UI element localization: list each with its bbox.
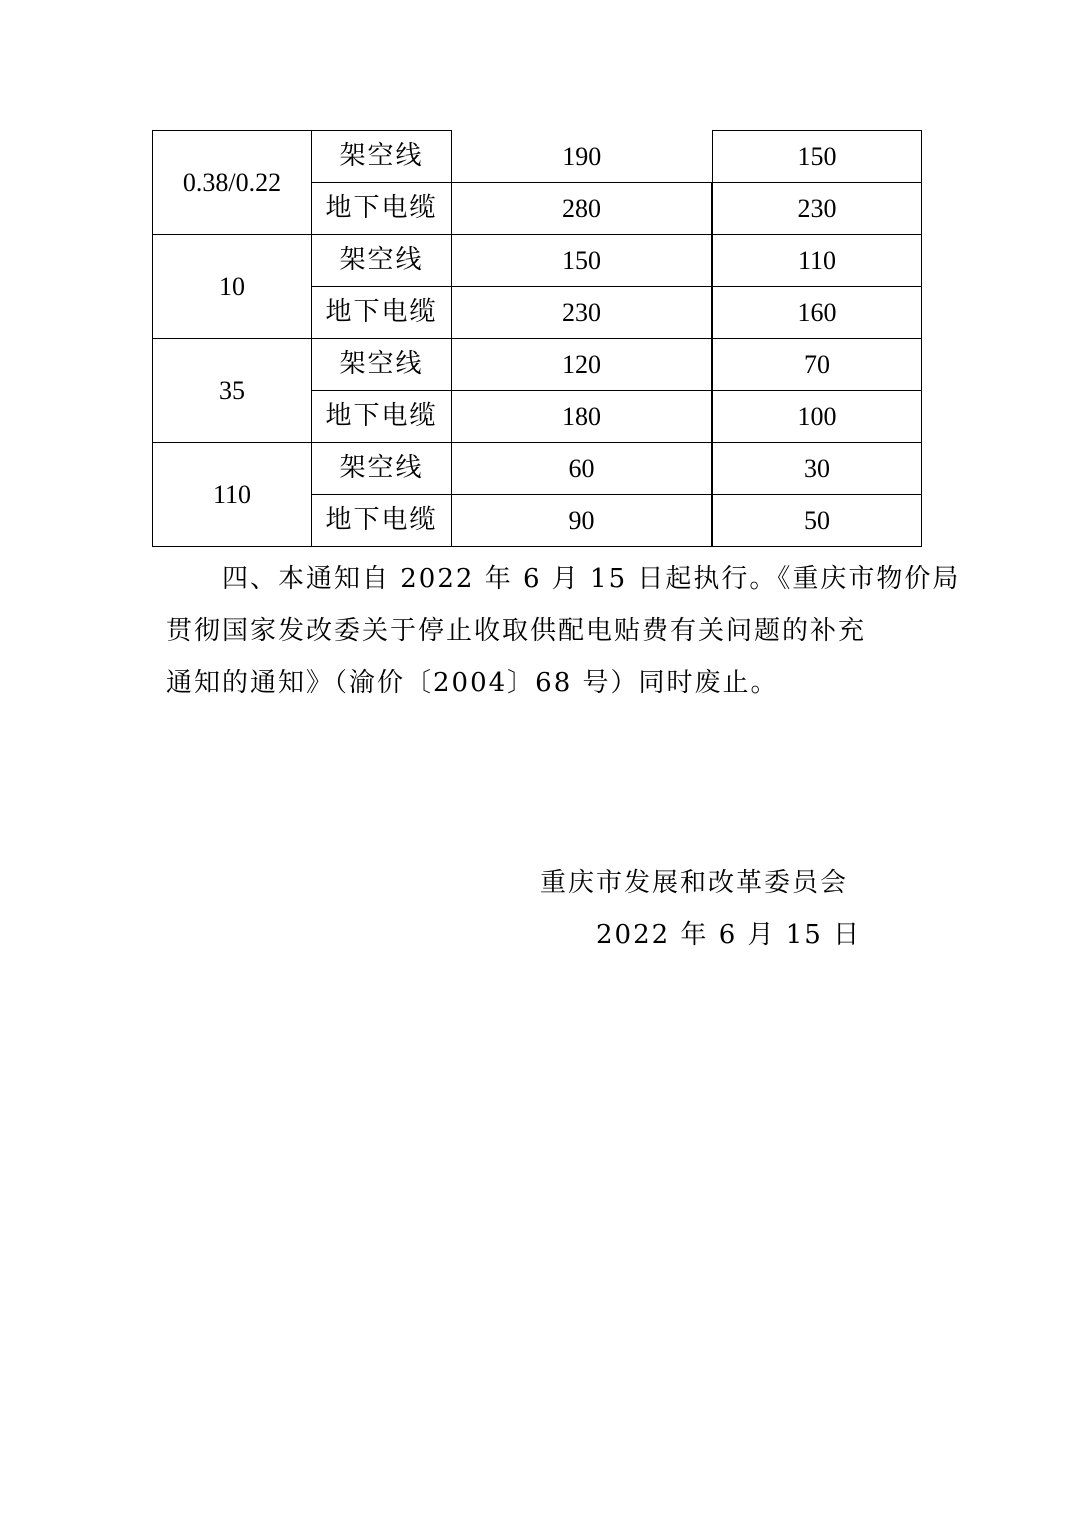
value-cell-a: 280 (452, 183, 712, 235)
value-cell-a: 150 (452, 235, 712, 287)
signature-date: 2022 年 6 月 15 日 (596, 920, 862, 950)
line-type-cell: 地下电缆 (312, 391, 452, 443)
table-row (153, 131, 922, 183)
paragraph-line-2: 贯彻国家发改委关于停止收取供配电贴费有关问题的补充 (166, 616, 867, 646)
table-row (153, 235, 922, 287)
voltage-cell: 35 (153, 339, 312, 443)
line-type-cell: 地下电缆 (312, 183, 452, 235)
voltage-cell: 0.38/0.22 (153, 131, 312, 235)
table-row (153, 339, 922, 391)
value-cell-b: 150 (713, 131, 922, 183)
line-type-cell: 架空线 (312, 131, 452, 183)
value-cell-a: 60 (452, 443, 712, 495)
line-type-cell: 地下电缆 (312, 287, 452, 339)
line-type-cell: 架空线 (312, 443, 452, 495)
line-type-cell: 架空线 (312, 235, 452, 287)
value-cell-a: 90 (452, 495, 712, 547)
fee-table (152, 130, 922, 547)
line-type-cell: 架空线 (312, 339, 452, 391)
value-cell-b: 30 (713, 443, 922, 495)
paragraph-line-3: 通知的通知》（渝价〔2004〕68 号）同时废止。 (166, 668, 779, 698)
value-cell-b: 70 (713, 339, 922, 391)
value-cell-a: 120 (452, 339, 712, 391)
value-cell-b: 110 (713, 235, 922, 287)
value-cell-a: 180 (452, 391, 712, 443)
paragraph-line-1: 四、本通知自 2022 年 6 月 15 日起执行。《重庆市物价局 (166, 564, 961, 594)
line-type-cell: 地下电缆 (312, 495, 452, 547)
value-cell-b: 50 (713, 495, 922, 547)
value-cell-a: 230 (452, 287, 712, 339)
signature-organization: 重庆市发展和改革委员会 (540, 868, 849, 898)
voltage-cell: 110 (153, 443, 312, 547)
value-cell-a: 190 (452, 131, 712, 183)
value-cell-b: 230 (713, 183, 922, 235)
table-row (153, 443, 922, 495)
voltage-cell: 10 (153, 235, 312, 339)
value-cell-b: 160 (713, 287, 922, 339)
value-cell-b: 100 (713, 391, 922, 443)
